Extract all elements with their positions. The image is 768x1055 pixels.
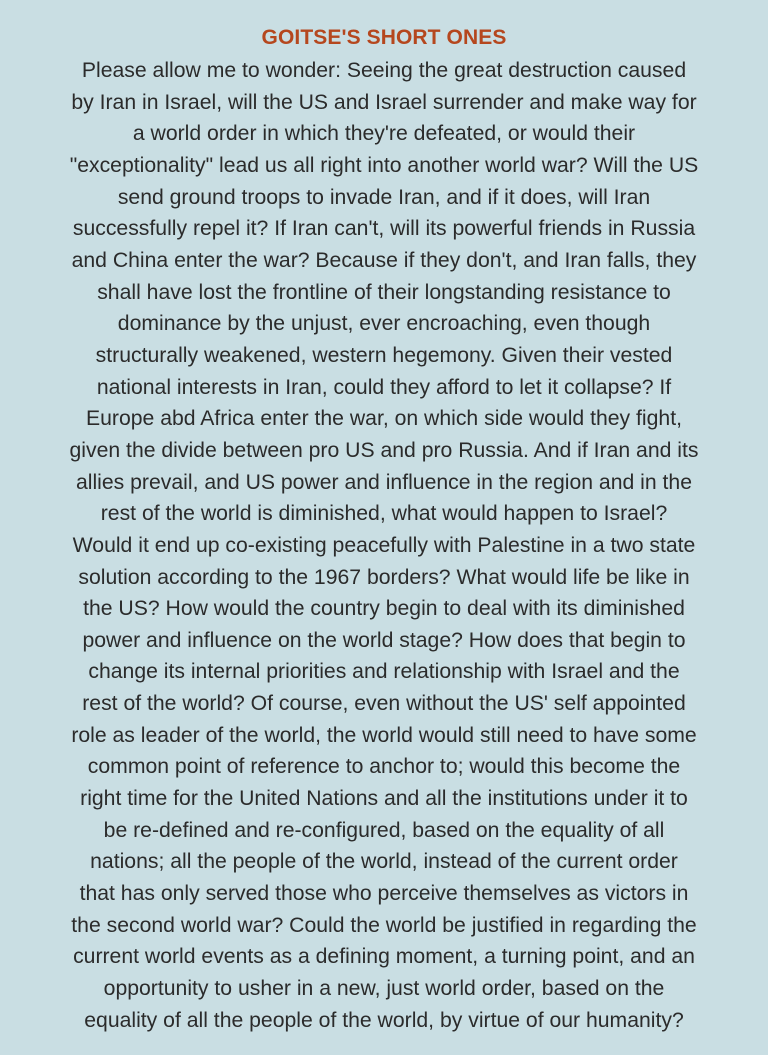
- text-line: Would it end up co-existing peacefully with Palestine in a two state: [72, 533, 696, 557]
- text-line: change its internal priorities and relationship with Israel and the: [88, 660, 680, 684]
- text-line: rest of the world? Of course, even without the US' self appointed: [82, 692, 686, 716]
- text-line: current world events as a defining moment, a turning point, and an: [73, 945, 695, 969]
- text-line: common point of reference to anchor to; would this become the: [87, 755, 681, 779]
- text-line: solution according to the 1967 borders? What would life be like in: [78, 565, 690, 589]
- text-line: send ground troops to invade Iran, and if it does, will Iran: [117, 185, 651, 209]
- text-line: national interests in Iran, could they afford to let it collapse? If: [96, 375, 672, 399]
- text-line: equality of all the people of the world, by virtue of our humanity?: [84, 1008, 684, 1032]
- text-line: role as leader of the world, the world would still need to have some: [71, 723, 697, 747]
- text-line: the second world war? Could the world be justified in regarding the: [71, 913, 697, 937]
- text-line: shall have lost the frontline of their longstanding resistance to: [97, 280, 671, 304]
- page-title: GOITSE'S SHORT ONES: [261, 26, 507, 49]
- text-line: Please allow me to wonder: Seeing the great destruction caused: [81, 59, 687, 82]
- text-line: the US? How would the country begin to deal with its diminished: [83, 597, 685, 621]
- text-line: structurally weakened, western hegemony. Given their vested: [95, 343, 673, 367]
- text-line: that has only served those who perceive themselves as victors in: [79, 882, 689, 906]
- text-line: successfully repel it? If Iran can't, will its powerful friends in Russia: [72, 217, 696, 241]
- body-paragraph: [20, 55, 748, 1036]
- text-line: by Iran in Israel, will the US and Israel surrender and make way for: [71, 90, 697, 114]
- text-line: be re-defined and re-configured, based on the equality of all: [103, 818, 665, 842]
- text-line: Europe abd Africa enter the war, on which side would they fight,: [86, 407, 682, 431]
- text-line: power and influence on the world stage? How does that begin to: [82, 628, 686, 652]
- text-line: dominance by the unjust, ever encroaching, even though: [117, 312, 651, 336]
- text-line: a world order in which they're defeated, or would their: [132, 122, 636, 146]
- text-line: nations; all the people of the world, instead of the current order: [90, 850, 678, 874]
- text-line: and China enter the war? Because if they don't, and Iran falls, they: [71, 248, 697, 272]
- text-line: rest of the world is diminished, what would happen to Israel?: [100, 502, 668, 526]
- text-line: opportunity to usher in a new, just world order, based on the: [103, 977, 665, 1001]
- text-line: "exceptionality" lead us all right into another world war? Will the US: [69, 153, 699, 177]
- text-line: allies prevail, and US power and influence in the region and in the: [75, 470, 692, 494]
- text-line: given the divide between pro US and pro Russia. And if Iran and its: [69, 438, 699, 462]
- text-line: right time for the United Nations and all the institutions under it to: [80, 787, 688, 811]
